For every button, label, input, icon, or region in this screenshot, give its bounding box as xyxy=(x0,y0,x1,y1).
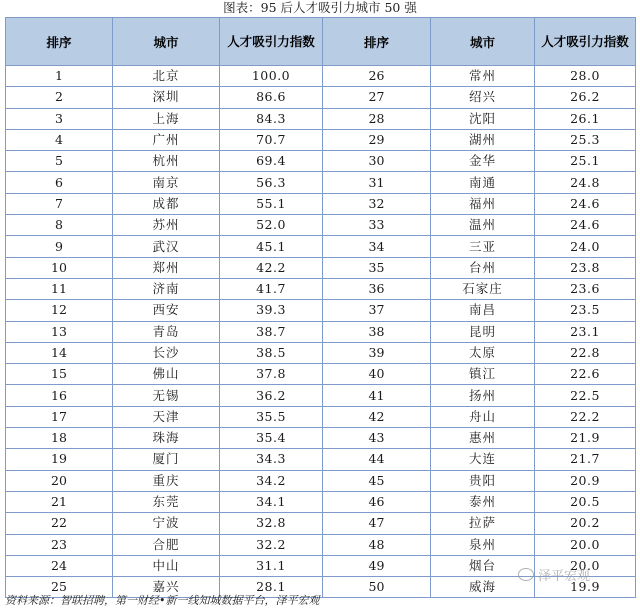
table-row xyxy=(6,108,636,129)
cell-rank: 44 xyxy=(323,449,431,470)
table-row xyxy=(6,172,636,193)
cell-score: 28.1 xyxy=(220,577,323,598)
cell-city: 合肥 xyxy=(113,534,220,555)
cell-score: 22.2 xyxy=(535,406,636,427)
cell-city: 深圳 xyxy=(113,87,220,108)
cell-city: 南京 xyxy=(113,172,220,193)
cell-rank: 25 xyxy=(6,577,113,598)
cell-score: 34.1 xyxy=(220,491,323,512)
cell-score: 31.1 xyxy=(220,555,323,576)
cell-rank: 3 xyxy=(6,108,113,129)
cell-score: 23.8 xyxy=(535,257,636,278)
cell-rank: 45 xyxy=(323,470,431,491)
cell-rank: 17 xyxy=(6,406,113,427)
cell-score: 22.5 xyxy=(535,385,636,406)
cell-score: 23.6 xyxy=(535,278,636,299)
cell-rank: 23 xyxy=(6,534,113,555)
cell-rank: 27 xyxy=(323,87,431,108)
cell-rank: 15 xyxy=(6,364,113,385)
cell-score: 38.5 xyxy=(220,342,323,363)
cell-rank: 31 xyxy=(323,172,431,193)
cell-score: 39.3 xyxy=(220,300,323,321)
cell-rank: 4 xyxy=(6,129,113,150)
table-row xyxy=(6,300,636,321)
cell-rank: 2 xyxy=(6,87,113,108)
table-row xyxy=(6,151,636,172)
cell-score: 35.4 xyxy=(220,428,323,449)
cell-score: 21.7 xyxy=(535,449,636,470)
city-ranking-table xyxy=(5,17,636,598)
cell-score: 56.3 xyxy=(220,172,323,193)
table-row xyxy=(6,278,636,299)
cell-rank: 19 xyxy=(6,449,113,470)
watermark xyxy=(518,568,590,585)
cell-city: 南昌 xyxy=(431,300,535,321)
cell-city: 金华 xyxy=(431,151,535,172)
table-row xyxy=(6,449,636,470)
table-row xyxy=(6,66,636,87)
cell-rank: 47 xyxy=(323,513,431,534)
table-body xyxy=(6,66,636,598)
cell-score: 36.2 xyxy=(220,385,323,406)
cell-rank: 24 xyxy=(6,555,113,576)
cell-city: 重庆 xyxy=(113,470,220,491)
cell-rank: 18 xyxy=(6,428,113,449)
cell-city: 无锡 xyxy=(113,385,220,406)
cell-city: 绍兴 xyxy=(431,87,535,108)
cell-score: 28.0 xyxy=(535,66,636,87)
table-row xyxy=(6,406,636,427)
cell-city: 沈阳 xyxy=(431,108,535,129)
cell-city: 天津 xyxy=(113,406,220,427)
cell-city: 东莞 xyxy=(113,491,220,512)
cell-rank: 29 xyxy=(323,129,431,150)
cell-rank: 21 xyxy=(6,491,113,512)
cell-rank: 6 xyxy=(6,172,113,193)
cell-city: 三亚 xyxy=(431,236,535,257)
cell-score: 84.3 xyxy=(220,108,323,129)
cell-rank: 5 xyxy=(6,151,113,172)
cell-score: 70.7 xyxy=(220,129,323,150)
cell-score: 24.6 xyxy=(535,215,636,236)
cell-score: 55.1 xyxy=(220,193,323,214)
cell-rank: 30 xyxy=(323,151,431,172)
table-row xyxy=(6,129,636,150)
source-note: 资料来源：智联招聘，第一财经•新一线知城数据平台，泽平宏观 xyxy=(5,594,320,607)
cell-rank: 50 xyxy=(323,577,431,598)
cell-city: 嘉兴 xyxy=(113,577,220,598)
table-title: 图表：95 后人才吸引力城市 50 强 xyxy=(223,0,417,15)
cell-score: 22.8 xyxy=(535,342,636,363)
table-row xyxy=(6,385,636,406)
cell-city: 泉州 xyxy=(431,534,535,555)
cell-score: 42.2 xyxy=(220,257,323,278)
cell-score: 20.5 xyxy=(535,491,636,512)
cell-score: 22.6 xyxy=(535,364,636,385)
cell-score: 41.7 xyxy=(220,278,323,299)
header-rank: 排序 xyxy=(6,18,113,66)
cell-city: 扬州 xyxy=(431,385,535,406)
cell-score: 69.4 xyxy=(220,151,323,172)
cell-rank: 13 xyxy=(6,321,113,342)
cell-score: 20.0 xyxy=(535,555,636,576)
cell-city: 温州 xyxy=(431,215,535,236)
cell-rank: 43 xyxy=(323,428,431,449)
cell-city: 西安 xyxy=(113,300,220,321)
cell-city: 威海 xyxy=(431,577,535,598)
table-row xyxy=(6,236,636,257)
cell-score: 32.8 xyxy=(220,513,323,534)
cell-city: 青岛 xyxy=(113,321,220,342)
cell-rank: 11 xyxy=(6,278,113,299)
cell-city: 湖州 xyxy=(431,129,535,150)
cell-rank: 42 xyxy=(323,406,431,427)
header-score: 人才吸引力指数 xyxy=(535,18,636,66)
cell-score: 100.0 xyxy=(220,66,323,87)
cell-city: 惠州 xyxy=(431,428,535,449)
cell-score: 52.0 xyxy=(220,215,323,236)
cell-score: 35.5 xyxy=(220,406,323,427)
cell-score: 24.0 xyxy=(535,236,636,257)
cell-rank: 38 xyxy=(323,321,431,342)
cell-city: 北京 xyxy=(113,66,220,87)
cell-city: 石家庄 xyxy=(431,278,535,299)
cell-city: 厦门 xyxy=(113,449,220,470)
cell-score: 26.1 xyxy=(535,108,636,129)
cell-rank: 12 xyxy=(6,300,113,321)
cell-city: 镇江 xyxy=(431,364,535,385)
cell-score: 37.8 xyxy=(220,364,323,385)
cell-city: 南通 xyxy=(431,172,535,193)
wechat-icon xyxy=(518,568,534,581)
cell-city: 成都 xyxy=(113,193,220,214)
cell-city: 宁波 xyxy=(113,513,220,534)
cell-rank: 16 xyxy=(6,385,113,406)
cell-score: 20.0 xyxy=(535,534,636,555)
table-row xyxy=(6,342,636,363)
cell-city: 大连 xyxy=(431,449,535,470)
cell-rank: 14 xyxy=(6,342,113,363)
cell-rank: 35 xyxy=(323,257,431,278)
cell-rank: 32 xyxy=(323,193,431,214)
cell-city: 武汉 xyxy=(113,236,220,257)
cell-city: 中山 xyxy=(113,555,220,576)
cell-score: 23.5 xyxy=(535,300,636,321)
cell-score: 45.1 xyxy=(220,236,323,257)
cell-rank: 41 xyxy=(323,385,431,406)
cell-city: 上海 xyxy=(113,108,220,129)
cell-rank: 7 xyxy=(6,193,113,214)
cell-score: 26.2 xyxy=(535,87,636,108)
header-score: 人才吸引力指数 xyxy=(220,18,323,66)
header-row xyxy=(6,18,636,66)
table-row xyxy=(6,215,636,236)
cell-rank: 46 xyxy=(323,491,431,512)
cell-rank: 36 xyxy=(323,278,431,299)
cell-city: 杭州 xyxy=(113,151,220,172)
table-row xyxy=(6,257,636,278)
cell-score: 25.1 xyxy=(535,151,636,172)
table-row xyxy=(6,364,636,385)
cell-rank: 9 xyxy=(6,236,113,257)
cell-city: 贵阳 xyxy=(431,470,535,491)
cell-city: 济南 xyxy=(113,278,220,299)
cell-city: 烟台 xyxy=(431,555,535,576)
table-row xyxy=(6,321,636,342)
cell-rank: 37 xyxy=(323,300,431,321)
header-city: 城市 xyxy=(113,18,220,66)
cell-score: 19.9 xyxy=(535,577,636,598)
cell-rank: 26 xyxy=(323,66,431,87)
cell-rank: 28 xyxy=(323,108,431,129)
cell-city: 台州 xyxy=(431,257,535,278)
header-city: 城市 xyxy=(431,18,535,66)
table-row xyxy=(6,193,636,214)
cell-score: 32.2 xyxy=(220,534,323,555)
cell-score: 25.3 xyxy=(535,129,636,150)
cell-score: 34.3 xyxy=(220,449,323,470)
cell-score: 34.2 xyxy=(220,470,323,491)
cell-score: 24.8 xyxy=(535,172,636,193)
cell-rank: 49 xyxy=(323,555,431,576)
cell-city: 福州 xyxy=(431,193,535,214)
cell-city: 太原 xyxy=(431,342,535,363)
table-row xyxy=(6,87,636,108)
cell-city: 长沙 xyxy=(113,342,220,363)
cell-rank: 20 xyxy=(6,470,113,491)
table-row xyxy=(6,470,636,491)
cell-city: 广州 xyxy=(113,129,220,150)
cell-rank: 34 xyxy=(323,236,431,257)
cell-city: 舟山 xyxy=(431,406,535,427)
cell-city: 苏州 xyxy=(113,215,220,236)
cell-score: 20.2 xyxy=(535,513,636,534)
cell-rank: 1 xyxy=(6,66,113,87)
cell-score: 24.6 xyxy=(535,193,636,214)
cell-rank: 39 xyxy=(323,342,431,363)
cell-city: 拉萨 xyxy=(431,513,535,534)
cell-city: 佛山 xyxy=(113,364,220,385)
cell-city: 郑州 xyxy=(113,257,220,278)
cell-city: 常州 xyxy=(431,66,535,87)
table-row xyxy=(6,513,636,534)
cell-rank: 10 xyxy=(6,257,113,278)
cell-score: 20.9 xyxy=(535,470,636,491)
cell-rank: 40 xyxy=(323,364,431,385)
table-row xyxy=(6,491,636,512)
cell-rank: 48 xyxy=(323,534,431,555)
cell-city: 珠海 xyxy=(113,428,220,449)
table-row xyxy=(6,428,636,449)
header-rank: 排序 xyxy=(323,18,431,66)
cell-city: 昆明 xyxy=(431,321,535,342)
watermark-text: 泽平宏观 xyxy=(538,569,591,584)
cell-score: 21.9 xyxy=(535,428,636,449)
cell-rank: 8 xyxy=(6,215,113,236)
cell-score: 86.6 xyxy=(220,87,323,108)
cell-score: 38.7 xyxy=(220,321,323,342)
table-row xyxy=(6,534,636,555)
cell-rank: 33 xyxy=(323,215,431,236)
cell-score: 23.1 xyxy=(535,321,636,342)
cell-city: 泰州 xyxy=(431,491,535,512)
cell-rank: 22 xyxy=(6,513,113,534)
